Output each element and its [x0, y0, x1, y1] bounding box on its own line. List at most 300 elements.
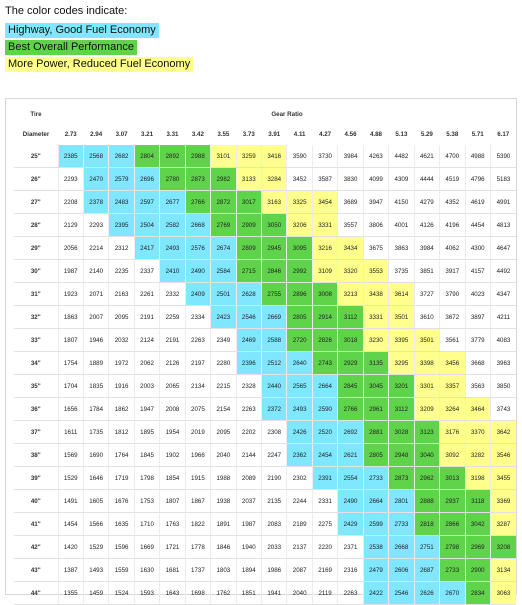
tire-diameter-cell: 35" [14, 375, 58, 398]
rpm-cell: 3282 [465, 444, 490, 467]
rpm-cell: 1355 [58, 582, 83, 605]
rpm-cell: 1611 [58, 421, 83, 444]
rpm-cell: 2083 [262, 513, 287, 536]
rpm-cell: 1387 [58, 559, 83, 582]
rpm-cell: 2089 [236, 467, 261, 490]
rpm-cell: 1946 [83, 329, 108, 352]
rpm-cell: 2134 [185, 375, 210, 398]
legend-item-more-power: More Power, Reduced Fuel Economy [5, 57, 193, 72]
rpm-cell: 3557 [338, 214, 363, 237]
rpm-cell: 2144 [236, 444, 261, 467]
rpm-cell: 3101 [211, 145, 236, 168]
rpm-cell: 5183 [490, 168, 516, 191]
rpm-cell: 5390 [490, 145, 516, 168]
gear-ratio-header: Gear Ratio [271, 110, 303, 118]
legend-item-highway: Highway, Good Fuel Economy [5, 23, 159, 38]
rpm-cell: 1988 [211, 467, 236, 490]
rpm-cell: 1889 [83, 352, 108, 375]
tire-diameter-cell: 28" [14, 214, 58, 237]
rpm-cell: 1559 [109, 559, 134, 582]
rpm-cell: 2124 [134, 329, 159, 352]
rpm-cell: 2937 [440, 490, 465, 513]
rpm-cell: 3208 [490, 536, 516, 559]
rpm-cell: 1807 [58, 329, 83, 352]
rpm-cell: 1987 [58, 260, 83, 283]
rpm-cell: 2280 [211, 352, 236, 375]
rpm-cell: 3018 [338, 329, 363, 352]
rpm-cell: 2362 [287, 444, 312, 467]
rpm-cell: 2872 [211, 191, 236, 214]
rpm-cell: 2588 [262, 329, 287, 352]
table-row [14, 306, 516, 329]
rpm-cell: 1698 [185, 582, 210, 605]
table-row [14, 398, 516, 421]
rpm-cell: 3063 [490, 582, 516, 605]
rpm-cell: 1635 [109, 513, 134, 536]
tire-diameter-cell: 40" [14, 490, 58, 513]
rpm-cell: 1754 [58, 352, 83, 375]
table-row [14, 559, 516, 582]
rpm-cell: 2733 [440, 559, 465, 582]
rpm-cell: 3438 [363, 283, 388, 306]
rpm-cell: 2801 [389, 490, 414, 513]
rpm-cell: 4211 [490, 306, 516, 329]
table-row [14, 237, 516, 260]
rpm-cell: 2682 [109, 145, 134, 168]
table-row [14, 375, 516, 398]
rpm-cell: 2490 [185, 260, 210, 283]
rpm-cell: 3284 [262, 168, 287, 191]
rpm-cell: 2263 [338, 582, 363, 605]
rpm-cell: 2137 [287, 536, 312, 559]
rpm-cell: 2220 [312, 536, 337, 559]
table-row [14, 283, 516, 306]
table-row [14, 467, 516, 490]
rpm-cell: 2590 [312, 398, 337, 421]
rpm-cell: 3454 [312, 191, 337, 214]
rpm-cell: 2881 [363, 421, 388, 444]
rpm-cell: 2809 [236, 237, 261, 260]
rpm-cell: 2546 [236, 306, 261, 329]
rpm-cell: 2197 [185, 352, 210, 375]
rpm-cell: 2948 [389, 444, 414, 467]
rpm-cell: 2888 [414, 490, 439, 513]
rpm-cell: 2244 [287, 490, 312, 513]
rpm-cell: 1915 [185, 467, 210, 490]
rpm-cell: 1835 [83, 375, 108, 398]
rpm-cell: 3209 [414, 398, 439, 421]
rpm-cell: 1867 [185, 490, 210, 513]
rpm-cell: 3206 [287, 214, 312, 237]
rpm-cell: 2302 [287, 467, 312, 490]
rpm-cell: 2687 [414, 559, 439, 582]
rpm-cell: 3464 [465, 398, 490, 421]
rpm-cell: 3295 [389, 352, 414, 375]
rpm-cell: 3456 [440, 352, 465, 375]
rpm-cell: 3040 [414, 444, 439, 467]
rpm-cell: 2007 [83, 306, 108, 329]
gear-ratio-column-header: 4.56 [344, 130, 357, 138]
gear-ratio-column-header: 3.21 [141, 130, 154, 138]
rpm-cell: 3730 [312, 145, 337, 168]
rpm-cell: 2470 [83, 168, 108, 191]
rpm-cell: 3863 [389, 237, 414, 260]
rpm-cell: 2328 [236, 375, 261, 398]
rpm-cell: 3357 [440, 375, 465, 398]
rpm-cell: 2235 [109, 260, 134, 283]
rpm-cell: 1420 [58, 536, 83, 559]
rpm-cell: 2293 [58, 168, 83, 191]
gear-ratio-column-header: 3.42 [191, 130, 204, 138]
rpm-cell: 2191 [134, 306, 159, 329]
rpm-cell: 2597 [134, 191, 159, 214]
rpm-cell: 3897 [465, 306, 490, 329]
rpm-cell: 2584 [211, 260, 236, 283]
rpm-cell: 1763 [160, 513, 185, 536]
rpm-cell: 3947 [363, 191, 388, 214]
gear-ratio-column-header: 3.07 [115, 130, 128, 138]
rpm-cell: 3851 [414, 260, 439, 283]
rpm-cell: 1719 [109, 467, 134, 490]
rpm-cell: 2554 [338, 467, 363, 490]
rpm-cell: 1784 [83, 398, 108, 421]
rpm-cell: 2154 [211, 398, 236, 421]
rpm-cell: 1646 [83, 467, 108, 490]
rpm-cell: 2900 [465, 559, 490, 582]
rpm-cell: 3790 [440, 283, 465, 306]
rpm-cell: 2988 [185, 145, 210, 168]
rpm-cell: 2733 [389, 513, 414, 536]
rpm-cell: 1851 [236, 582, 261, 605]
rpm-cell: 2512 [262, 352, 287, 375]
rpm-cell: 2033 [262, 536, 287, 559]
table-row [14, 444, 516, 467]
tire-diameter-cell: 31" [14, 283, 58, 306]
rpm-cell: 1916 [109, 375, 134, 398]
rpm-cell: 1669 [134, 536, 159, 559]
rpm-cell: 2040 [211, 444, 236, 467]
rpm-cell: 2409 [185, 283, 210, 306]
rpm-cell: 3501 [389, 306, 414, 329]
rpm-cell: 1862 [109, 398, 134, 421]
rpm-cell: 3398 [414, 352, 439, 375]
rpm-cell: 2396 [236, 352, 261, 375]
rpm-cell: 1596 [109, 536, 134, 559]
rpm-cell: 1569 [58, 444, 83, 467]
gear-ratio-column-header: 3.73 [242, 130, 255, 138]
rpm-cell: 3668 [465, 352, 490, 375]
rpm-cell: 2992 [287, 260, 312, 283]
rpm-cell: 2582 [160, 214, 185, 237]
rpm-cell: 3123 [414, 421, 439, 444]
tire-diameter-cell: 30" [14, 260, 58, 283]
rpm-cell: 1845 [134, 444, 159, 467]
rpm-cell: 1459 [83, 582, 108, 605]
rpm-cell: 3259 [236, 145, 261, 168]
rpm-cell: 2032 [109, 329, 134, 352]
tire-diameter-cell: 26" [14, 168, 58, 191]
rpm-cell: 2538 [363, 536, 388, 559]
rpm-cell: 2019 [185, 421, 210, 444]
rpm-cell: 3213 [338, 283, 363, 306]
rpm-cell: 2331 [312, 490, 337, 513]
rpm-cell: 4492 [490, 260, 516, 283]
rpm-cell: 2743 [312, 352, 337, 375]
gear-ratio-column-header: 5.13 [395, 130, 408, 138]
rpm-cell: 4991 [490, 191, 516, 214]
rpm-cell: 2349 [211, 329, 236, 352]
rpm-cell: 3689 [338, 191, 363, 214]
rpm-cell: 2308 [262, 421, 287, 444]
rpm-cell: 4157 [465, 260, 490, 283]
rpm-cell: 2945 [262, 237, 287, 260]
rpm-cell: 2208 [58, 191, 83, 214]
rpm-cell: 2426 [287, 421, 312, 444]
tire-diameter-cell: 27" [14, 191, 58, 214]
rpm-cell: 2733 [363, 467, 388, 490]
rpm-cell: 2191 [160, 329, 185, 352]
rpm-cell: 3118 [465, 490, 490, 513]
rpm-cell: 3984 [414, 237, 439, 260]
rpm-cell: 3325 [287, 191, 312, 214]
rpm-cell: 2846 [262, 260, 287, 283]
rpm-cell: 2261 [134, 283, 159, 306]
tire-diameter-cell: 25" [14, 145, 58, 168]
rpm-cell: 1812 [109, 421, 134, 444]
table-row [14, 421, 516, 444]
rpm-cell: 2040 [287, 582, 312, 605]
gear-ratio-column-header: 5.38 [446, 130, 459, 138]
rpm-cell: 3727 [414, 283, 439, 306]
rpm-cell: 4813 [490, 214, 516, 237]
rpm-cell: 1656 [58, 398, 83, 421]
rpm-cell: 1493 [83, 559, 108, 582]
rpm-cell: 3614 [389, 283, 414, 306]
rpm-cell: 3331 [312, 214, 337, 237]
diameter-header: Diameter [22, 130, 50, 138]
rpm-cell: 1593 [134, 582, 159, 605]
tire-diameter-cell: 42" [14, 536, 58, 559]
rpm-cell: 1894 [236, 559, 261, 582]
tire-diameter-cell: 41" [14, 513, 58, 536]
rpm-cell: 3050 [262, 214, 287, 237]
rpm-cell: 2493 [160, 237, 185, 260]
rpm-cell: 3416 [262, 145, 287, 168]
rpm-cell: 2969 [465, 536, 490, 559]
rpm-cell: 2263 [185, 329, 210, 352]
rpm-cell: 4196 [440, 214, 465, 237]
rpm-cell: 3590 [287, 145, 312, 168]
rpm-cell: 1938 [211, 490, 236, 513]
rpm-cell: 2202 [236, 421, 261, 444]
rpm-cell: 4347 [490, 283, 516, 306]
rpm-cell: 3452 [287, 168, 312, 191]
rpm-cell: 2826 [312, 329, 337, 352]
rpm-cell: 2873 [389, 467, 414, 490]
rpm-cell: 2780 [160, 168, 185, 191]
rpm-cell: 3264 [440, 398, 465, 421]
rpm-cell: 3743 [490, 398, 516, 421]
rpm-cell: 4454 [465, 214, 490, 237]
rpm-cell: 3092 [440, 444, 465, 467]
rpm-cell: 2565 [287, 375, 312, 398]
rpm-cell: 2769 [211, 214, 236, 237]
rpm-cell: 2606 [389, 559, 414, 582]
rpm-cell: 4700 [440, 145, 465, 168]
rpm-cell: 2546 [389, 582, 414, 605]
rpm-cell: 1676 [109, 490, 134, 513]
rpm-cell: 3176 [440, 421, 465, 444]
rpm-cell: 2189 [287, 513, 312, 536]
rpm-cell: 4023 [465, 283, 490, 306]
rpm-cell: 2087 [287, 559, 312, 582]
rpm-cell: 3779 [465, 329, 490, 352]
rpm-cell: 3675 [363, 237, 388, 260]
rpm-cell: 2391 [312, 467, 337, 490]
rpm-cell: 3230 [363, 329, 388, 352]
rpm-cell: 2845 [338, 375, 363, 398]
rpm-cell: 3984 [338, 145, 363, 168]
rpm-cell: 3095 [287, 237, 312, 260]
rpm-cell: 4444 [414, 168, 439, 191]
rpm-cell: 2062 [134, 352, 159, 375]
rpm-cell: 3587 [312, 168, 337, 191]
table-row [14, 329, 516, 352]
rpm-cell: 1735 [83, 421, 108, 444]
rpm-cell: 1895 [134, 421, 159, 444]
rpm-cell: 2135 [262, 490, 287, 513]
rpm-cell: 1803 [211, 559, 236, 582]
rpm-cell: 2316 [338, 559, 363, 582]
rpm-cell: 4647 [490, 237, 516, 260]
rpm-cell: 2873 [185, 168, 210, 191]
tire-diameter-cell: 32" [14, 306, 58, 329]
rpm-cell: 2337 [134, 260, 159, 283]
rpm-cell: 1681 [160, 559, 185, 582]
rpm-cell: 1987 [236, 513, 261, 536]
rpm-cell: 4988 [465, 145, 490, 168]
tire-diameter-cell: 44" [14, 582, 58, 605]
legend-title: The color codes indicate: [5, 5, 128, 17]
tire-diameter-cell: 43" [14, 559, 58, 582]
gear-ratio-column-header: 2.73 [64, 130, 77, 138]
rpm-cell: 2804 [134, 145, 159, 168]
rpm-cell: 4279 [414, 191, 439, 214]
tire-diameter-cell: 29" [14, 237, 58, 260]
rpm-cell: 1986 [262, 559, 287, 582]
rpm-cell: 2003 [134, 375, 159, 398]
rpm-cell: 1923 [58, 283, 83, 306]
tire-diameter-cell: 36" [14, 398, 58, 421]
table-row [14, 214, 516, 237]
color-legend [5, 4, 193, 71]
rpm-cell: 2962 [414, 467, 439, 490]
rpm-cell: 2579 [109, 168, 134, 191]
rpm-cell: 2896 [287, 283, 312, 306]
rpm-cell: 2715 [236, 260, 261, 283]
rpm-cell: 2008 [160, 398, 185, 421]
rpm-cell: 2095 [211, 421, 236, 444]
rpm-cell: 2929 [338, 352, 363, 375]
legend-item-best-overall: Best Overall Performance [5, 40, 137, 55]
gear-ratio-column-header: 3.91 [268, 130, 281, 138]
rpm-cell: 2312 [109, 237, 134, 260]
rpm-cell: 1947 [134, 398, 159, 421]
rpm-cell: 2692 [338, 421, 363, 444]
rpm-cell: 2766 [185, 191, 210, 214]
rpm-cell: 3395 [389, 329, 414, 352]
rpm-cell: 3008 [312, 283, 337, 306]
rpm-cell: 2664 [312, 375, 337, 398]
rpm-cell: 4796 [465, 168, 490, 191]
rpm-cell: 1737 [185, 559, 210, 582]
rpm-cell: 2247 [262, 444, 287, 467]
gear-ratio-column-header: 6.17 [497, 130, 510, 138]
rpm-cell: 4300 [465, 237, 490, 260]
rpm-cell: 2332 [160, 283, 185, 306]
gear-ratio-table-panel [5, 98, 517, 595]
table-row [14, 168, 516, 191]
rpm-cell: 2669 [262, 306, 287, 329]
rpm-cell: 2818 [414, 513, 439, 536]
table-row [14, 513, 516, 536]
rpm-cell: 2395 [109, 214, 134, 237]
rpm-cell: 2429 [338, 513, 363, 536]
rpm-cell: 2798 [440, 536, 465, 559]
table-row [14, 536, 516, 559]
rpm-cell: 1972 [109, 352, 134, 375]
rpm-cell: 2071 [83, 283, 108, 306]
rpm-cell: 1778 [185, 536, 210, 559]
rpm-cell: 3501 [414, 329, 439, 352]
rpm-cell: 2259 [160, 306, 185, 329]
rpm-cell: 3331 [363, 306, 388, 329]
rpm-cell: 2119 [312, 582, 337, 605]
rpm-cell: 3370 [465, 421, 490, 444]
rpm-cell: 1966 [185, 444, 210, 467]
table-row [14, 352, 516, 375]
rpm-cell: 1807 [160, 490, 185, 513]
rpm-cell: 2410 [160, 260, 185, 283]
rpm-cell: 2982 [211, 168, 236, 191]
rpm-cell: 1524 [109, 582, 134, 605]
rpm-cell: 4150 [389, 191, 414, 214]
rpm-cell: 2126 [160, 352, 185, 375]
rpm-cell: 2664 [363, 490, 388, 513]
rpm-cell: 2095 [109, 306, 134, 329]
rpm-cell: 3198 [465, 467, 490, 490]
table-row [14, 145, 516, 168]
rpm-cell: 3553 [363, 260, 388, 283]
rpm-cell: 2129 [58, 214, 83, 237]
rpm-cell: 4482 [389, 145, 414, 168]
rpm-cell: 2469 [236, 329, 261, 352]
rpm-cell: 3917 [440, 260, 465, 283]
rpm-cell: 2668 [389, 536, 414, 559]
rpm-cell: 1902 [160, 444, 185, 467]
rpm-cell: 3563 [465, 375, 490, 398]
rpm-cell: 1753 [134, 490, 159, 513]
rpm-cell: 3320 [338, 260, 363, 283]
rpm-cell: 4309 [389, 168, 414, 191]
rpm-cell: 3301 [414, 375, 439, 398]
rpm-cell: 2275 [312, 513, 337, 536]
rpm-cell: 1798 [134, 467, 159, 490]
rpm-cell: 2909 [236, 214, 261, 237]
rpm-cell: 3369 [490, 490, 516, 513]
rpm-cell: 4099 [363, 168, 388, 191]
rpm-cell: 1690 [83, 444, 108, 467]
